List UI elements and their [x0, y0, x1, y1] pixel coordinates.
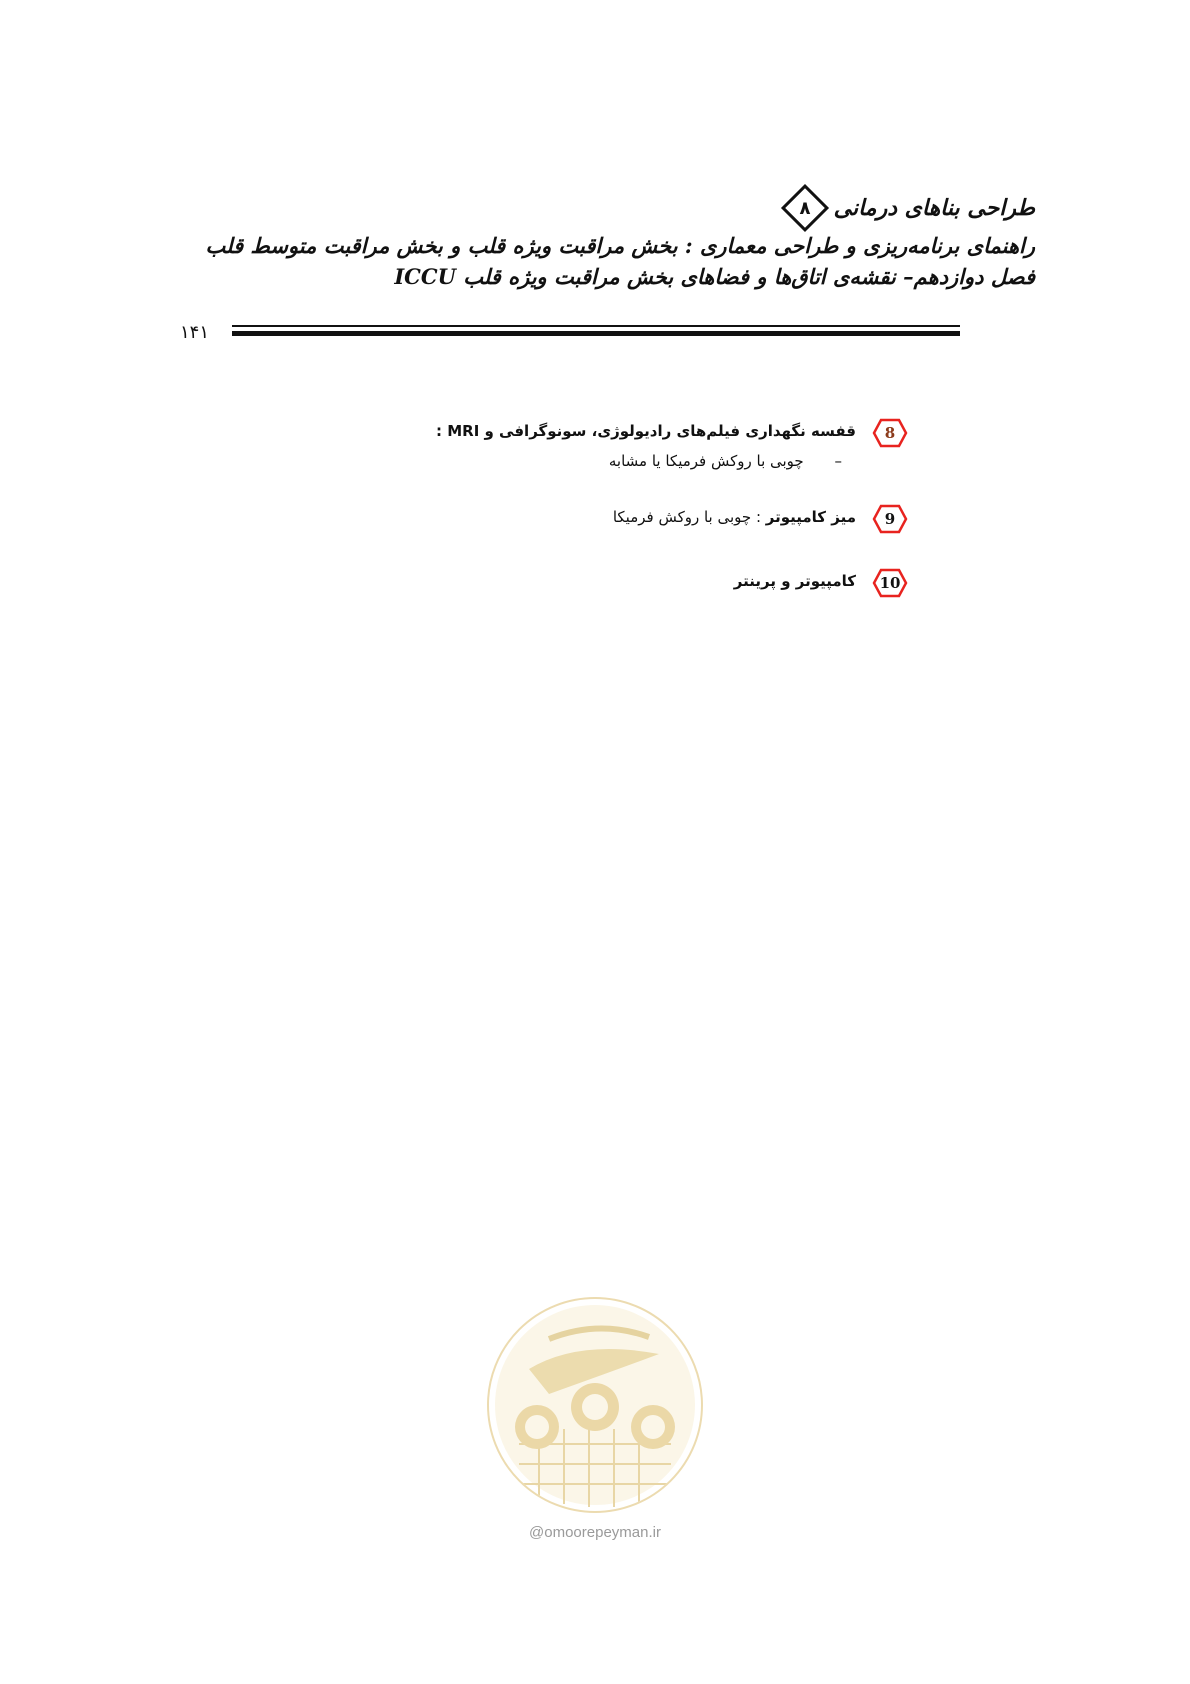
list-item — [208, 504, 908, 534]
item-body — [734, 568, 856, 590]
item-title: کامپیوتر و پرینتر — [733, 572, 856, 590]
guide-title: راهنمای برنامه‌ریزی و طراحی معماری : بخش مراقبت ویژه قلب و بخش مراقبت متوسط قلب — [205, 233, 1035, 258]
item-detail: چوبی با روکش فرمیکا یا مشابه — [608, 452, 804, 470]
series-number: ۸ — [799, 197, 811, 219]
item-body — [436, 418, 856, 470]
header-rule — [180, 322, 960, 352]
item-number: 8 — [884, 424, 896, 442]
rule-thin-line — [232, 325, 960, 327]
item-rest: : چوبی با روکش فرمیکا — [612, 508, 766, 526]
hexagon-number-icon — [872, 568, 908, 598]
series-number-diamond-icon — [781, 184, 829, 232]
item-title: میز کامپیوتر — [765, 508, 856, 526]
series-title: طراحی بناهای درمانی — [833, 195, 1035, 221]
item-detail-row — [436, 452, 842, 470]
page-number: ۱۴۱ — [180, 322, 210, 343]
watermark-emblem-icon — [489, 1299, 701, 1511]
hexagon-number-icon — [872, 418, 908, 448]
list-item — [208, 568, 908, 598]
item-number: 10 — [879, 574, 901, 592]
rule-thick-line — [232, 331, 960, 336]
equipment-list — [208, 418, 908, 632]
series-row — [200, 186, 1035, 230]
list-item — [208, 418, 908, 470]
watermark-logo — [483, 1297, 707, 1541]
header-rule-lines — [232, 325, 960, 336]
item-body — [613, 504, 856, 526]
item-detail-dash: – — [834, 452, 842, 470]
page-header — [200, 186, 1035, 292]
hexagon-number-icon — [872, 504, 908, 534]
item-number: 9 — [884, 510, 896, 528]
chapter-title: فصل دوازدهم– نقشه‌ی اتاق‌ها و فضاهای بخش مراقبت ویژه قلب ICCU — [394, 264, 1035, 289]
watermark-circle — [487, 1297, 703, 1513]
watermark-url: @omoorepeyman.ir — [529, 1524, 661, 1541]
item-title: قفسه نگهداری فیلم‌های رادیولوژی، سونوگرافی و MRI : — [435, 422, 856, 440]
